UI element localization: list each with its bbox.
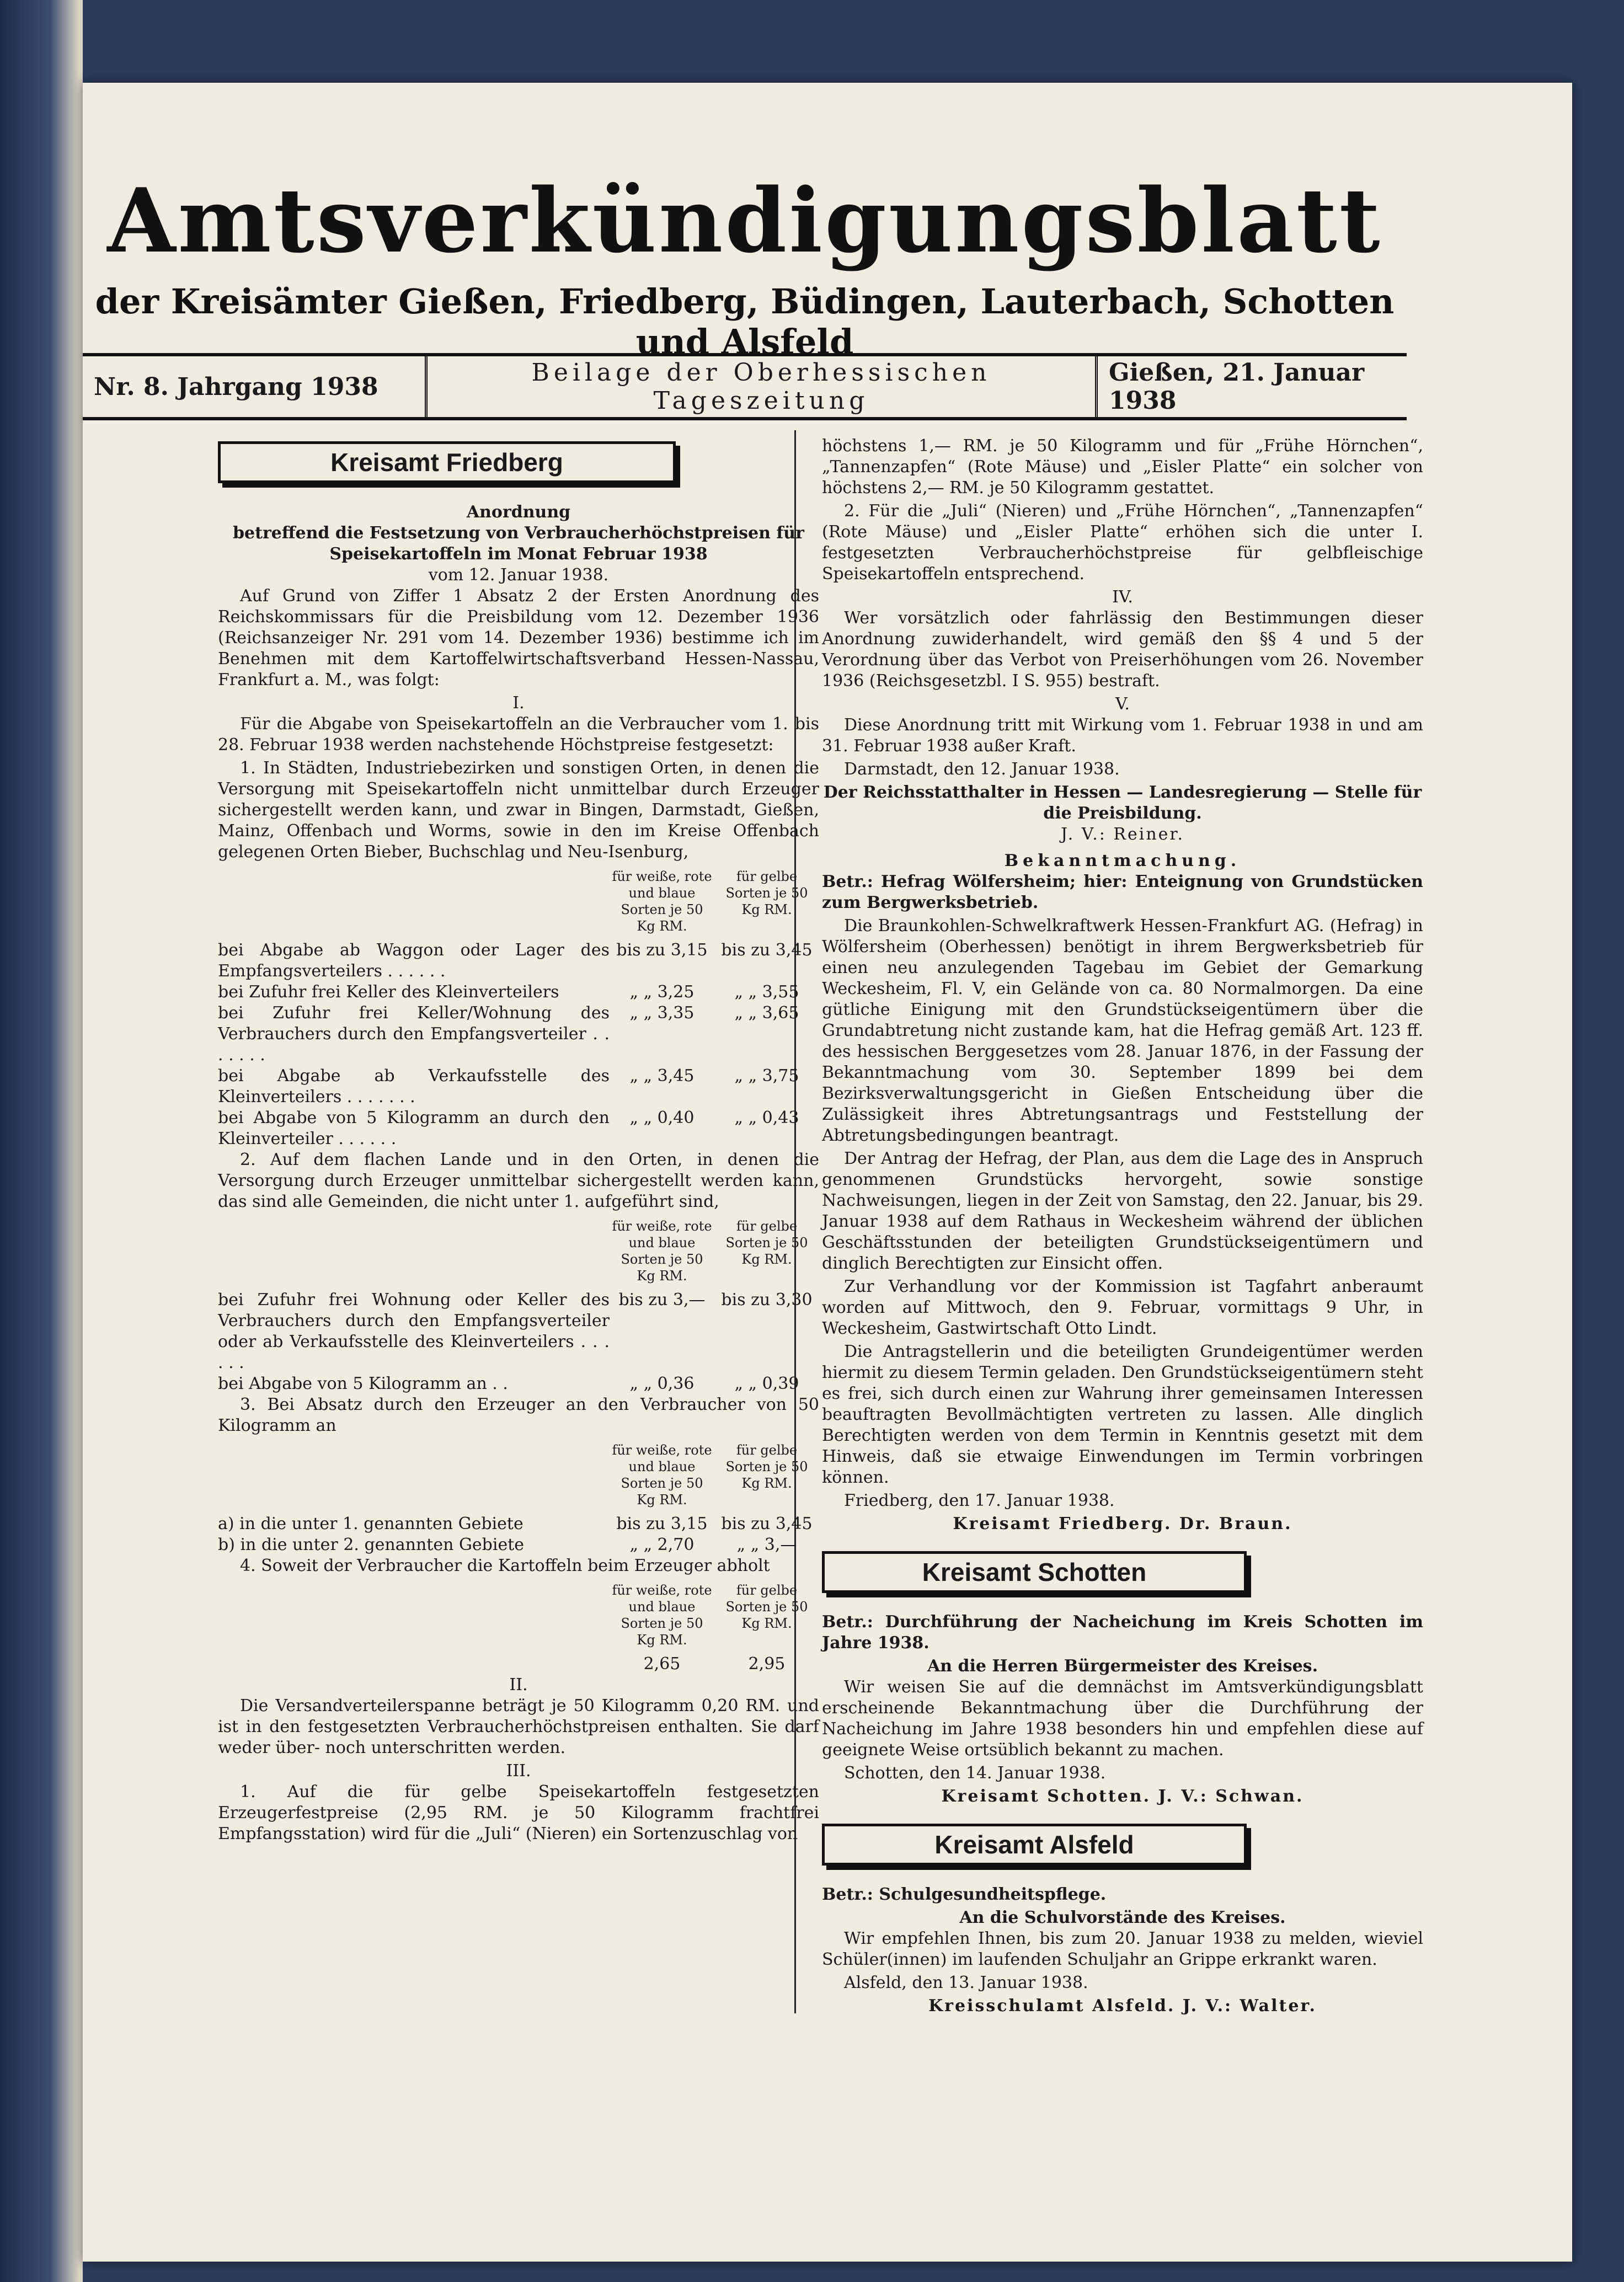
paragraph: Die Braunkohlen-Schwelkraftwerk Hessen-Frankfurt AG. (Hefrag) in Wölfersheim (Oberhessen) benötigt in ihrem Bergwerksbetrieb für einen neu anzulegenden Tagebau im Gebiet der Gemarkung Weckesheim, Fl. V, ein Gelände von ca. 80 Normalmorgen. Da eine gütliche Einigung mit den Grundstückseigentümern über die Grundabtretung nicht zustande kam, hat die Hefrag gemäß Art. 123 ff. des hessischen Berggesetzes vom 28. Januar 1876, in der Fassung der Bekanntmachung vom 30. September 1899 bei dem Bezirksverwaltungsgericht in Gießen Entscheidung über die Zulässigkeit ihres Abtretungsantrags und Feststellung der Abtretungsbedingungen beantragt. — [822, 916, 1423, 1145]
paragraph: Wir weisen Sie auf die demnächst im Amtsverkündigungsblatt erscheinende Bekanntmachung über die Durchführung der Nacheichung im Jahre 1938 besonders hin und empfehlen diese auf geeignete Weise ortsüblich bekannt zu machen. — [822, 1677, 1423, 1760]
paragraph: Diese Anordnung tritt mit Wirkung vom 1. Februar 1938 in und am 31. Februar 1938 außer Kraft. — [822, 715, 1423, 756]
place-date: Gießen, 21. Januar 1938 — [1109, 359, 1365, 415]
paragraph: 1. Auf die für gelbe Speisekartoffeln festgesetzten Erzeugerfestpreise (2,95 RM. je 50 Kilogramm frachtfrei Empfangsstation) wird für die „Juli“ (Nieren) ein Sortenzuschlag von — [218, 1782, 819, 1843]
signature: Der Reichsstatthalter in Hessen — Landesregierung — Stelle für die Preisbildung. — [823, 783, 1422, 823]
left-column — [218, 436, 819, 1847]
date-line: Friedberg, den 17. Januar 1938. — [844, 1491, 1115, 1510]
subject-line: Betr.: Durchführung der Nacheichung im Kreis Schotten im Jahre 1938. — [822, 1612, 1423, 1653]
paragraph: Der Antrag der Hefrag, der Plan, aus dem die Lage des in Anspruch genommenen Grundstücks hervorgeht, sowie sonstige Nachweisungen, liegen in der Zeit von Samstag, den 22. Januar, bis 29. Januar 1938 auf dem Rathaus in Weckesheim während der üblichen Geschäftsstunden der beteiligten Grundstückseigentümern und dinglich Berechtigten zur Einsicht offen. — [822, 1149, 1423, 1273]
paragraph: höchstens 1,— RM. je 50 Kilogramm und für „Frühe Hörnchen“, „Tannenzapfen“ (Rote Mäuse) und „Eisler Platte“ ein solcher von höchstens 2,— RM. je 50 Kilogramm gestattet. — [822, 436, 1423, 498]
paragraph: 3. Bei Absatz durch den Erzeuger an den Verbraucher von 50 Kilogramm an — [218, 1395, 819, 1435]
section-number: IV. — [1112, 587, 1133, 607]
table-row: bei Zufuhr frei Wohnung oder Keller des Verbrauchers durch den Empfangsverteiler oder ab Verkaufsstelle des Kleinverteilers . . . . . . bis zu 3,— bis zu 3,30 — [218, 1290, 813, 1372]
supplement-label: Beilage der Oberhessischen Tageszeitung — [428, 356, 1098, 417]
table-row: 2,65 2,95 — [643, 1654, 786, 1674]
heading: Anordnung — [466, 503, 571, 522]
masthead — [83, 169, 1407, 362]
price-table-header: für weiße, rote und blaue Sorten je 50 Kg RM. für gelbe Sorten je 50 Kg RM. — [612, 1442, 808, 1508]
section-number: V. — [1115, 694, 1130, 714]
heading: Bekanntmachung. — [1004, 851, 1241, 870]
price-table-header: für weiße, rote und blaue Sorten je 50 Kg RM. für gelbe Sorten je 50 Kg RM. — [612, 1583, 808, 1648]
paragraph: Für die Abgabe von Speisekartoffeln an die Verbraucher vom 1. bis 28. Februar 1938 werden nachstehende Höchstpreise festgesetzt: — [218, 714, 819, 755]
subheading: betreffend die Festsetzung von Verbraucherhöchstpreisen für Speisekartoffeln im Monat Februar 1938 — [233, 523, 804, 564]
table-row: bei Zufuhr frei Keller des Kleinverteilers „ „ 3,25 „ „ 3,55 — [218, 982, 799, 1002]
table-row: bei Abgabe ab Verkaufsstelle des Kleinverteilers . . . . . . . „ „ 3,45 „ „ 3,75 — [218, 1066, 799, 1107]
date-line: vom 12. Januar 1938. — [428, 565, 609, 585]
subject-line: Betr.: Schulgesundheitspflege. — [822, 1885, 1107, 1904]
paragraph: Zur Verhandlung vor der Kommission ist Tagfahrt anberaumt worden auf Mittwoch, den 9. Februar, vormittags 9 Uhr, in Weckesheim, Gastwirtschaft Otto Lindt. — [822, 1277, 1423, 1338]
paragraph: Auf Grund von Ziffer 1 Absatz 2 der Ersten Anordnung des Reichskommissars für die Preisbildung vom 12. Dezember 1936 (Reichsanzeiger Nr. 291 vom 14. Dezember 1936) bestimme ich im Benehmen mit dem Kartoffelwirtschaftsverband Hessen-Nassau, Frankfurt a. M., was folgt: — [218, 586, 819, 690]
subject-line: Betr.: Hefrag Wölfersheim; hier: Enteignung von Grundstücken zum Bergwerksbetrieb. — [822, 872, 1423, 912]
signature: J. V.: Reiner. — [1061, 825, 1184, 844]
section-box-schotten: Kreisamt Schotten — [822, 1551, 1247, 1593]
section-number: I. — [512, 693, 525, 713]
issue-number: Nr. 8. Jahrgang 1938 — [83, 356, 428, 417]
table-row: bei Zufuhr frei Keller/Wohnung des Verbrauchers durch den Empfangsverteiler . . . . . . . „ „ 3,35 „ „ 3,65 — [218, 1003, 799, 1065]
paragraph: Die Antragstellerin und die beteiligten Grundeigentümer werden hiermit zu diesem Termin geladen. Den Grundstückseigentümern steht es frei, sich durch einen zur Wahrung ihrer gemeinsamen Interessen beauftragten Bevollmächtigten vertreten zu lassen. Alle dinglich Berechtigten werden von dem Termin in Kenntnis gesetzt mit dem Hinweis, daß sie etwaige Einwendungen im Termin vorbringen können. — [822, 1342, 1423, 1487]
addressee: An die Herren Bürgermeister des Kreises. — [927, 1656, 1318, 1676]
table-row: a) in die unter 1. genannten Gebiete bis zu 3,15 bis zu 3,45 — [218, 1514, 813, 1533]
paragraph: Wer vorsätzlich oder fahrlässig den Bestimmungen dieser Anordnung zuwiderhandelt, wird gemäß den §§ 4 und 5 der Verordnung über das Verbot von Preiserhöhungen vom 26. November 1936 (Reichsgesetzbl. I S. 955) bestraft. — [822, 608, 1423, 691]
section-box-friedberg: Kreisamt Friedberg — [218, 441, 676, 483]
section-number: II. — [509, 1675, 528, 1695]
signature: Kreisamt Schotten. J. V.: Schwan. — [941, 1787, 1304, 1806]
table-row: bei Abgabe von 5 Kilogramm an . . „ „ 0,36 „ „ 0,39 — [218, 1374, 799, 1393]
issue-bar — [83, 353, 1407, 420]
date-line: Alsfeld, den 13. Januar 1938. — [844, 1973, 1088, 1992]
newspaper-title: Amtsverkündigungsblatt — [107, 169, 1382, 272]
paragraph: Wir empfehlen Ihnen, bis zum 20. Januar 1938 zu melden, wieviel Schüler(innen) im laufenden Schuljahr an Grippe erkrankt waren. — [822, 1929, 1423, 1969]
signature: Kreisschulamt Alsfeld. J. V.: Walter. — [928, 1996, 1317, 2016]
paragraph: 2. Für die „Juli“ (Nieren) und „Frühe Hörnchen“, „Tannenzapfen“ (Rote Mäuse) und „Eisler Platte“ erhöhen sich die unter I. festgesetzten Verbraucherhöchstpreise für gelbfleischige Speisekartoffeln entsprechend. — [822, 501, 1423, 584]
table-row: bei Abgabe ab Waggon oder Lager des Empfangsverteilers . . . . . . bis zu 3,15 bis zu 3,45 — [218, 940, 813, 981]
newspaper-subtitle: der Kreisämter Gießen, Friedberg, Büdingen, Lauterbach, Schotten und Alsfeld — [95, 281, 1395, 362]
section-box-alsfeld: Kreisamt Alsfeld — [822, 1824, 1247, 1866]
column-header-yellow: für gelbe Sorten je 50 Kg RM. — [725, 869, 808, 917]
price-table-2 — [218, 1290, 819, 1394]
price-table-3 — [218, 1514, 819, 1556]
addressee: An die Schulvorstände des Kreises. — [959, 1908, 1286, 1927]
paragraph: 1. In Städten, Industriebezirken und sonstigen Orten, in denen die Versorgung mit Speisekartoffeln nicht unmittelbar durch Erzeuger sichergestellt werden kann, und zwar in Bingen, Darmstadt, Gießen, Mainz, Offenbach und Worms, sowie in den im Kreise Offenbach gelegenen Orten Bieber, Buchschlag und Neu-Isenburg, — [218, 758, 819, 862]
price-table-header — [218, 868, 819, 934]
date-line: Darmstadt, den 12. Januar 1938. — [844, 760, 1120, 779]
price-table-header: für weiße, rote und blaue Sorten je 50 Kg RM. für gelbe Sorten je 50 Kg RM. — [612, 1219, 808, 1284]
price-table-1 — [218, 940, 819, 1150]
table-row: b) in die unter 2. genannten Gebiete „ „ 2,70 „ „ 3,— — [218, 1535, 797, 1554]
section-number: III. — [506, 1761, 531, 1781]
book-spine — [0, 0, 83, 2282]
paragraph: 4. Soweit der Verbraucher die Kartoffeln beim Erzeuger abholt — [240, 1556, 770, 1575]
column-header-white: für weiße, rote und blaue Sorten je 50 Kg RM. — [612, 869, 712, 934]
table-row: bei Abgabe von 5 Kilogramm an durch den Kleinverteiler . . . . . . „ „ 0,40 „ „ 0,43 — [218, 1108, 799, 1148]
signature: Kreisamt Friedberg. Dr. Braun. — [953, 1514, 1292, 1533]
date-line: Schotten, den 14. Januar 1938. — [844, 1763, 1106, 1783]
paragraph: 2. Auf dem flachen Lande und in den Orten, in denen die Versorgung durch Erzeuger unmittelbar sichergestellt werden kann, das sind alle Gemeinden, die nicht unter 1. aufgeführt sind, — [218, 1150, 819, 1211]
paragraph: Die Versandverteilerspanne beträgt je 50 Kilogramm 0,20 RM. und ist in den festgesetzten Verbraucherhöchstpreisen enthalten. Sie darf weder über- noch unterschritten werden. — [218, 1696, 819, 1757]
right-column — [822, 436, 1423, 2017]
